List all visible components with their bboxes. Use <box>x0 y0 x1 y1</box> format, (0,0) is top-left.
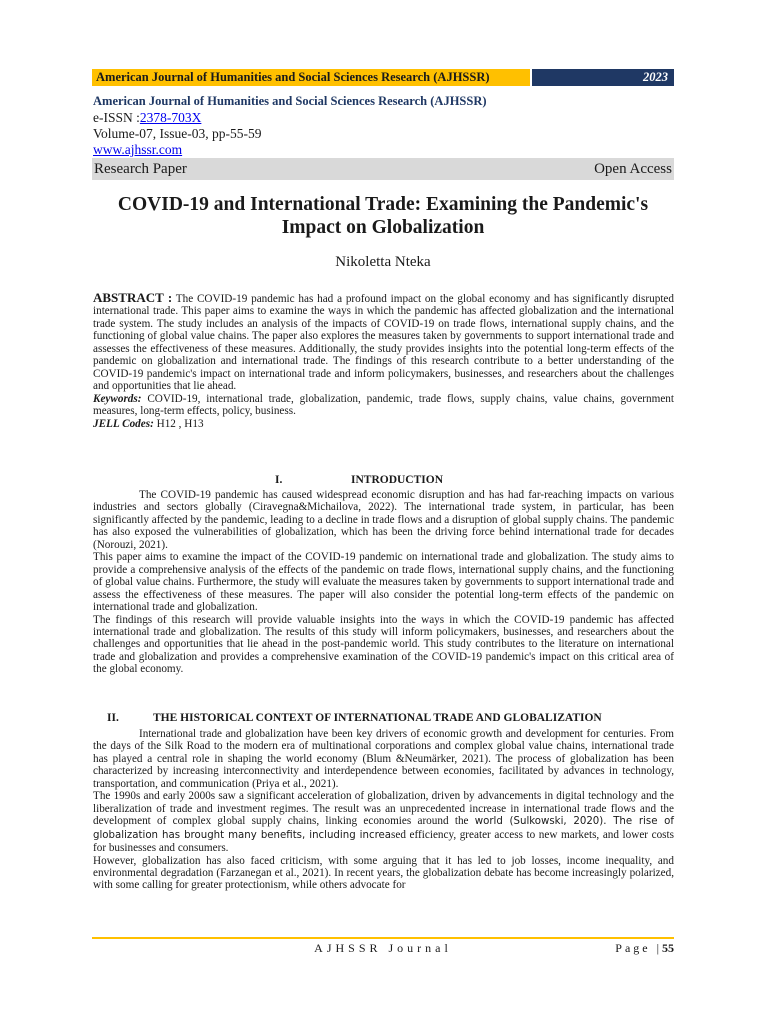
jell-label: JELL Codes: <box>93 417 154 430</box>
section-2-title: THE HISTORICAL CONTEXT OF INTERNATIONAL TRADE AND GLOBALIZATION <box>153 712 602 724</box>
footer-divider <box>92 937 674 939</box>
header-bar-journal: American Journal of Humanities and Social Sciences Research (AJHSSR) <box>92 69 530 86</box>
paper-type: Research Paper <box>94 161 187 177</box>
article-title <box>92 193 674 239</box>
section-1-paragraph: The COVID-19 pandemic has caused widespread economic disruption and has had far-reaching impacts on various industries and sectors globally (Ciravegna&Michailova, 2022). The international trade system, in particular, has been significantly affected by the pandemic, leading to a decline in trade flows and a disruption of global supply chains. The pandemic has also exposed the vulnerabilities of globalization, which has been the driving force behind international trade for decades (Norouzi, 2021). <box>93 489 674 551</box>
section-2-number: II. <box>107 712 119 724</box>
section-2-body <box>93 728 674 892</box>
paper-type-bar <box>92 158 674 180</box>
title-line-2: Impact on Globalization <box>281 217 485 238</box>
access-type: Open Access <box>594 161 672 177</box>
abstract-paragraph <box>93 292 674 393</box>
section-1-title: INTRODUCTION <box>351 474 444 486</box>
jell-codes: H12 , H13 <box>156 417 204 430</box>
website-link-row <box>93 142 182 158</box>
journal-header-bar <box>92 69 674 86</box>
section-2-text: sed efficiency, greater access to new markets, and lower costs for businesses and consumers. <box>93 828 674 855</box>
eissn-line <box>93 110 201 126</box>
abstract-text: The COVID-19 pandemic has had a profound impact on the global economy and has significantly disrupted international trade. This paper aims to examine the ways in which the pandemic has affected globalization and the international trade system. The study includes an analysis of the impacts of COVID-19 on trade flows, international supply chains, and the functioning of global value chains. The paper also explores the measures taken by governments to support international trade and assesses the effectiveness of these measures. Additionally, the study provides insights into the potential long-term effects of the pandemic on globalization and international trade. The findings of this research contribute to a better understanding of the COVID-19 pandemic's impact on international trade and inform policymakers, businesses, and researchers about the challenges and opportunities that lie ahead. <box>93 293 674 393</box>
section-1-paragraph: This paper aims to examine the impact of the COVID-19 pandemic on international trade and globalization. The study aims to provide a comprehensive analysis of the effects of the pandemic on trade flows, international supply chains, and the functioning of global value chains. Furthermore, the study will evaluate the measures taken by governments to support international trade and assess the effectiveness of these measures. The paper will also consider the potential long-term effects of the pandemic on international trade and globalization. <box>93 551 674 614</box>
section-2-text: The 1990s and early 2000s saw a significant acceleration of globalization, driven by advancements in digital technology and the liberalization of trade and investment regimes. The result was an unprecedented increase in international trade flows and the development of complex global supply chains, linking economies around the <box>93 790 674 828</box>
page-label: Page | <box>615 941 662 955</box>
journal-name: American Journal of Humanities and Social Sciences Research (AJHSSR) <box>93 94 487 108</box>
keywords-text: COVID-19, international trade, globalization, pandemic, trade flows, supply chains, value chains, government measures, long-term effects, policy, business. <box>93 392 674 418</box>
abstract-block <box>93 292 674 430</box>
title-line-1: COVID-19 and International Trade: Examining the Pandemic's <box>117 194 649 215</box>
author-name: Nikoletta Nteka <box>335 254 431 270</box>
section-1-body <box>93 489 674 676</box>
section-1-paragraph: The findings of this research will provide valuable insights into the ways in which the COVID-19 pandemic has affected international trade and globalization. The results of this study will inform policymakers, businesses, and researchers about the challenges and opportunities that lie ahead in the post-pandemic world. This study contributes to the literature on international trade and globalization and provides a comprehensive examination of the COVID-19 pandemic's impact on this critical area of the global economy. <box>93 613 674 676</box>
jell-paragraph <box>93 418 674 430</box>
website-link[interactable]: www.ajhssr.com <box>93 142 183 157</box>
eissn-link[interactable]: 2378-703X <box>139 110 202 125</box>
page-number: 55 <box>662 941 674 955</box>
eissn-label: e-ISSN : <box>93 110 140 125</box>
section-1-number: I. <box>275 474 283 486</box>
section-2-text-sans: world (Sulkowski, 2020). The rise of globalization has brought many benefits, including increa <box>93 816 674 841</box>
section-2-paragraph <box>93 790 674 854</box>
header-bar-year: 2023 <box>532 69 674 86</box>
footer-journal-name: AJHSSR Journal <box>314 941 452 955</box>
footer-page-number <box>615 941 674 956</box>
section-2-paragraph: International trade and globalization have been key drivers of economic growth and development for centuries. From the days of the Silk Road to the modern era of multinational corporations and complex global value chains, international trade has played a central role in shaping the world economy (Blum &Neumärker, 2021). The process of globalization has been characterized by increasing interconnectivity and interdependence between economies, facilitated by advances in technology, transportation, and communication (Priya et al., 2021). <box>93 728 674 790</box>
section-2-paragraph: However, globalization has also faced criticism, with some arguing that it has led to job losses, income inequality, and environmental degradation (Farzanegan et al., 2021). In recent years, the globalization debate has become increasingly polarized, with some calling for greater protectionism, while others advocate for <box>93 854 674 892</box>
volume-issue: Volume-07, Issue-03, pp-55-59 <box>93 126 262 141</box>
keywords-paragraph <box>93 393 674 418</box>
abstract-label: ABSTRACT : <box>93 290 173 305</box>
keywords-label: Keywords: <box>93 392 142 405</box>
